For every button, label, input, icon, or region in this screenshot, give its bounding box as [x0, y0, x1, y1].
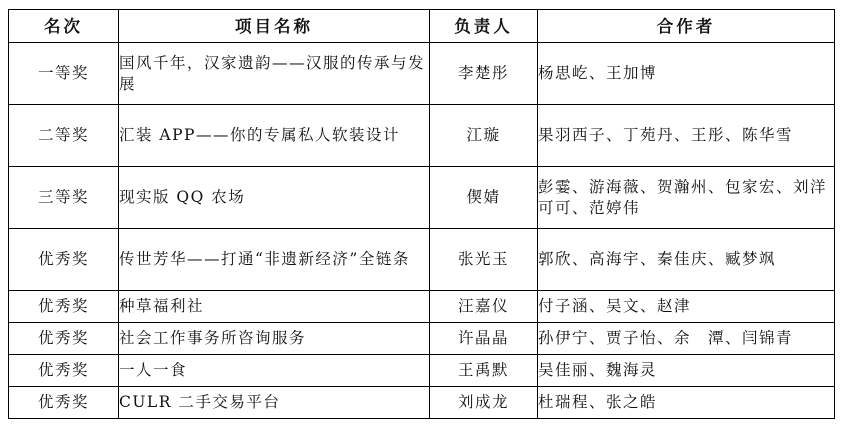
rank-cell: 优秀奖 — [9, 323, 119, 355]
leader-cell: 江璇 — [430, 105, 538, 167]
partners-cell: 杜瑞程、张之皓 — [538, 387, 835, 419]
rank-cell: 优秀奖 — [9, 355, 119, 387]
project-cell: 现实版 QQ 农场 — [119, 167, 430, 229]
table-row — [9, 291, 835, 323]
project-cell: 种草福利社 — [119, 291, 430, 323]
table-row — [9, 323, 835, 355]
leader-cell: 汪嘉仪 — [430, 291, 538, 323]
table-row — [9, 167, 835, 229]
header-rank: 名次 — [9, 10, 119, 43]
project-cell: CULR 二手交易平台 — [119, 387, 430, 419]
partners-cell: 付子涵、吴文、赵津 — [538, 291, 835, 323]
header-leader: 负责人 — [430, 10, 538, 43]
leader-cell: 偰婧 — [430, 167, 538, 229]
partners-cell: 吴佳丽、魏海灵 — [538, 355, 835, 387]
header-partners: 合作者 — [538, 10, 835, 43]
leader-cell: 李楚彤 — [430, 43, 538, 105]
rank-cell: 三等奖 — [9, 167, 119, 229]
leader-cell: 王禹默 — [430, 355, 538, 387]
leader-cell: 许晶晶 — [430, 323, 538, 355]
leader-cell: 张光玉 — [430, 229, 538, 291]
rank-cell: 优秀奖 — [9, 387, 119, 419]
partners-cell: 彭霎、游海薇、贺瀚州、包家宏、刘洋可可、范婷伟 — [538, 167, 835, 229]
rank-cell: 优秀奖 — [9, 291, 119, 323]
table-row — [9, 229, 835, 291]
header-project: 项目名称 — [119, 10, 430, 43]
project-cell: 一人一食 — [119, 355, 430, 387]
partners-cell: 杨思屹、王加博 — [538, 43, 835, 105]
awards-table — [8, 9, 835, 419]
table-header-row — [9, 10, 835, 43]
rank-cell: 优秀奖 — [9, 229, 119, 291]
leader-cell: 刘成龙 — [430, 387, 538, 419]
project-cell: 汇装 APP——你的专属私人软装设计 — [119, 105, 430, 167]
project-cell: 传世芳华——打通“非遗新经济”全链条 — [119, 229, 430, 291]
rank-cell: 二等奖 — [9, 105, 119, 167]
table-row — [9, 355, 835, 387]
partners-cell: 果羽西子、丁苑丹、王彤、陈华雪 — [538, 105, 835, 167]
table-row — [9, 43, 835, 105]
table-row — [9, 105, 835, 167]
table-row — [9, 387, 835, 419]
project-cell: 国风千年，汉家遗韵——汉服的传承与发展 — [119, 43, 430, 105]
project-cell: 社会工作事务所咨询服务 — [119, 323, 430, 355]
partners-cell: 郭欣、高海宇、秦佳庆、臧梦飒 — [538, 229, 835, 291]
partners-cell: 孙伊宁、贾子怡、余 潭、闫锦青 — [538, 323, 835, 355]
rank-cell: 一等奖 — [9, 43, 119, 105]
